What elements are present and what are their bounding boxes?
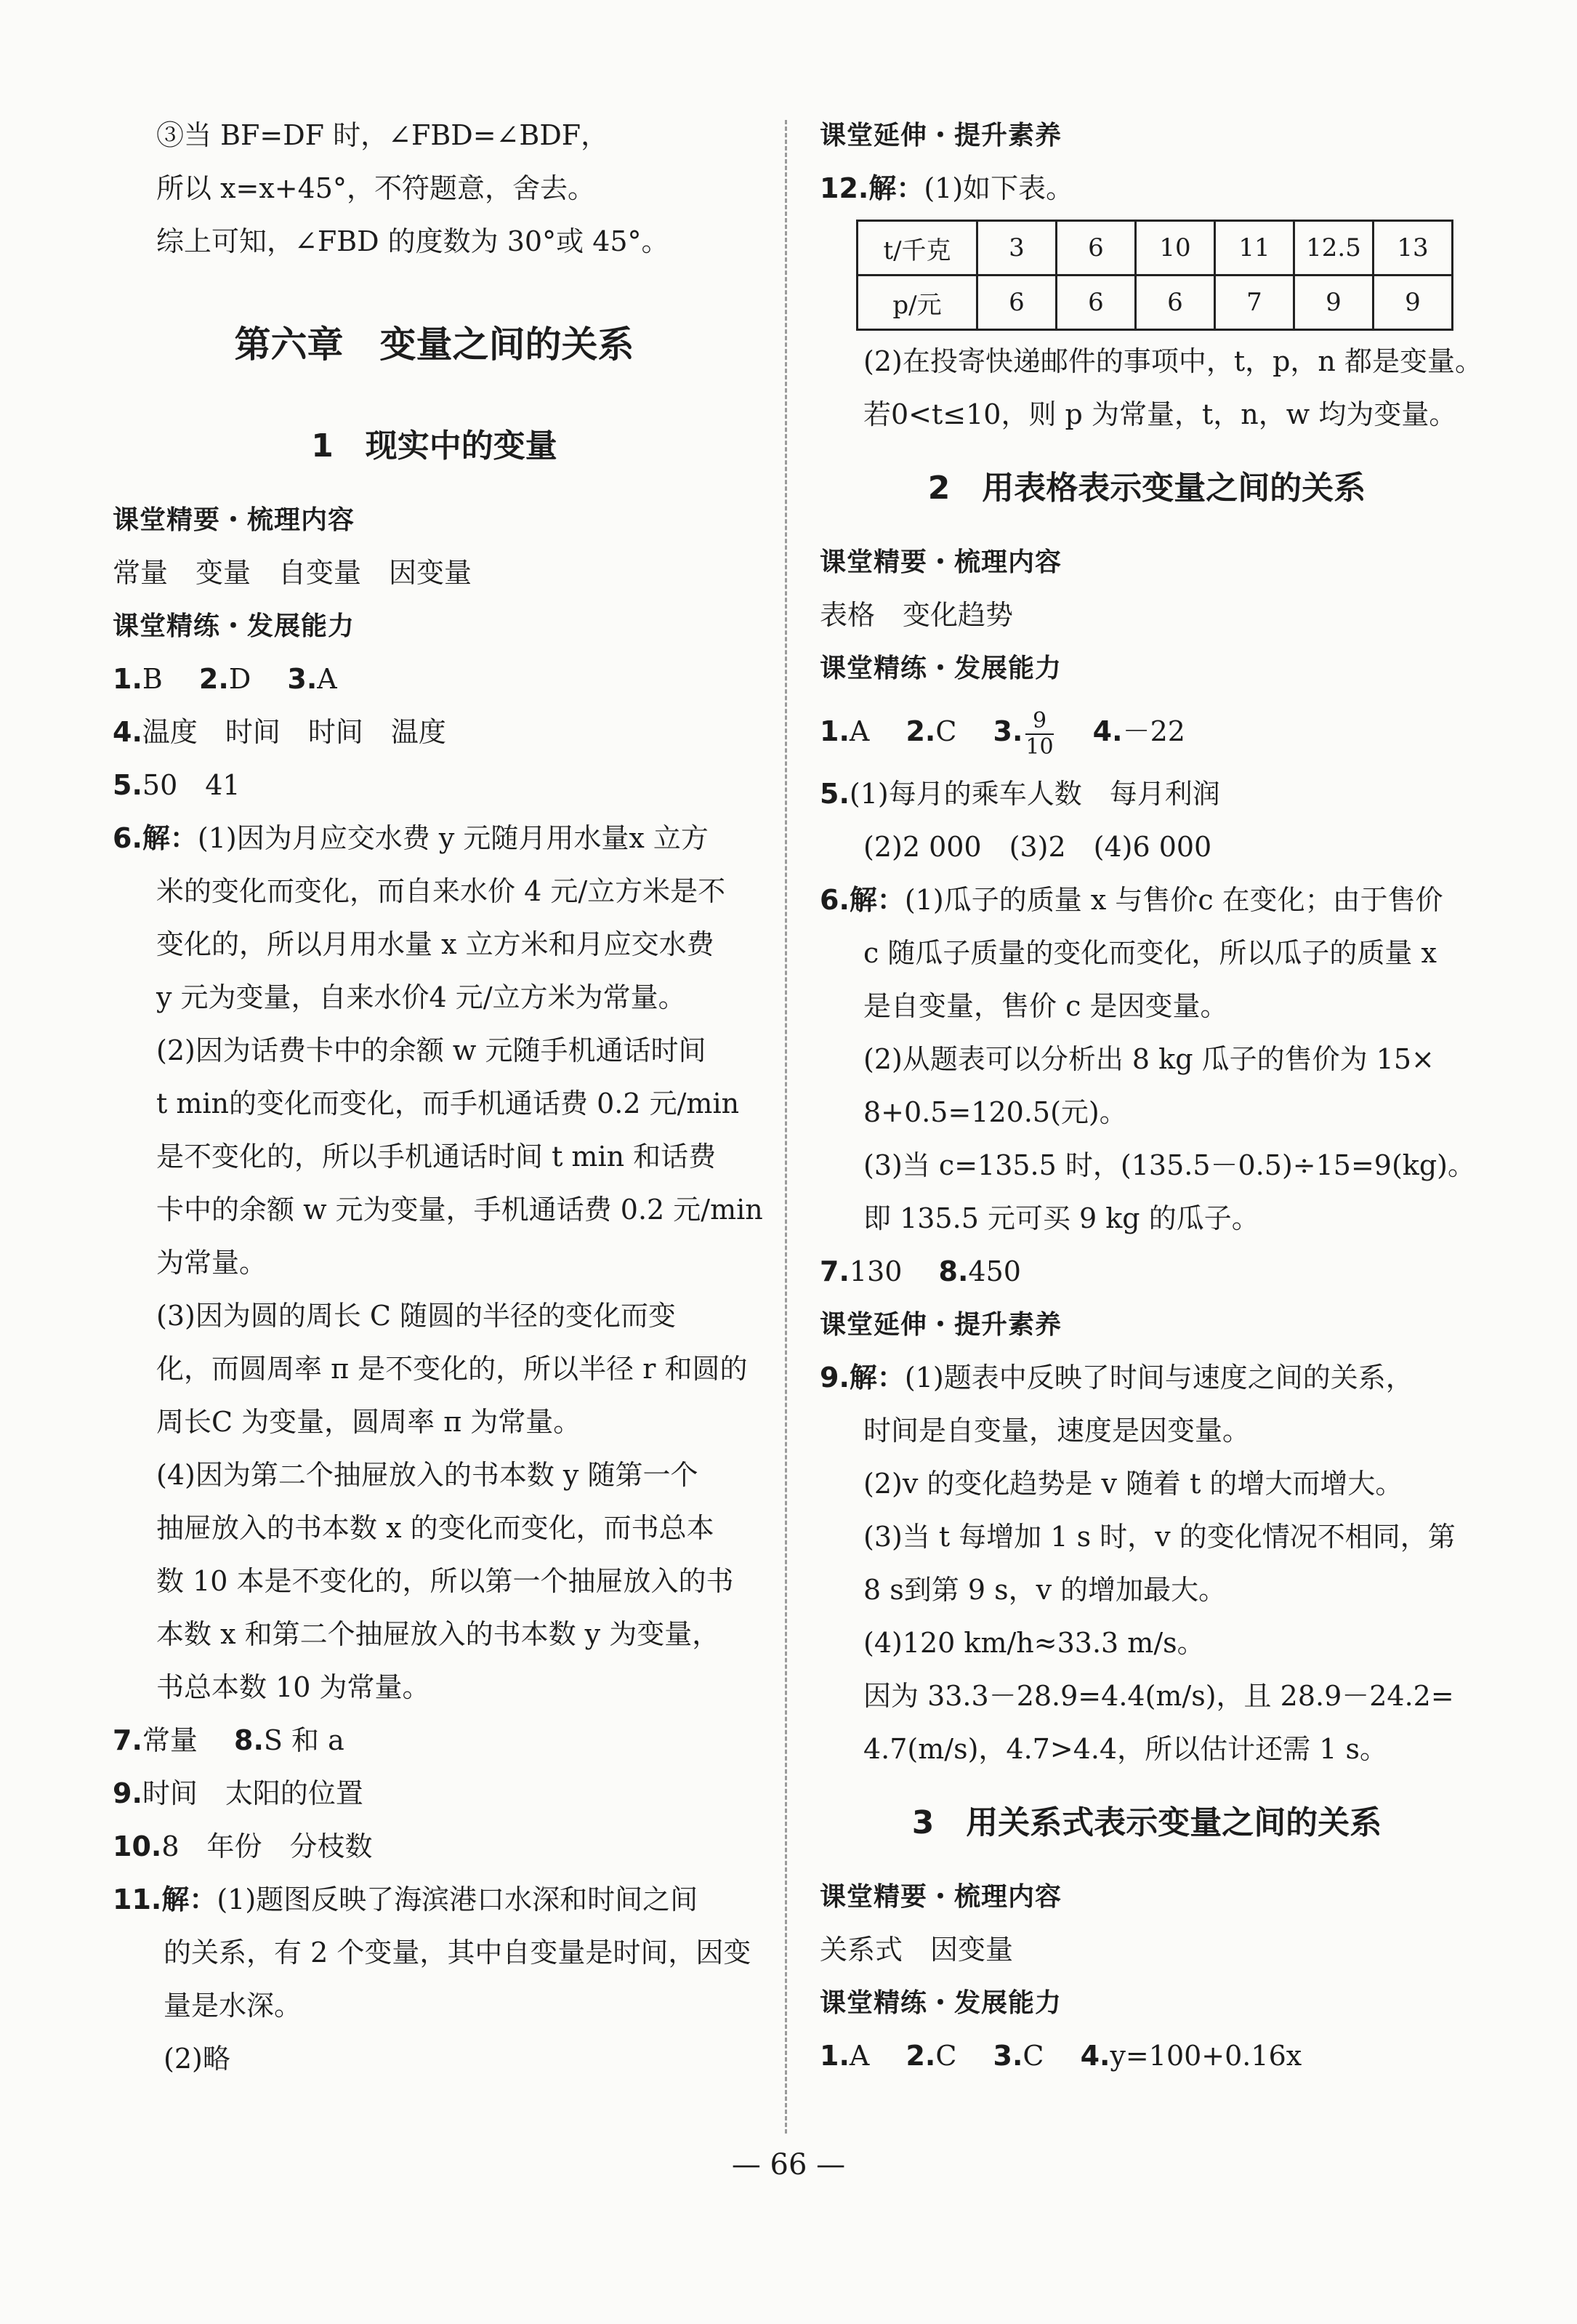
fraction [1025, 709, 1053, 760]
chapter-title: 第六章 变量之间的关系 [234, 323, 634, 366]
answer-text: (1)题图反映了海滨港口水深和时间之间 [217, 1883, 698, 1915]
answer-line: (3)当 c=135.5 时，(135.5－0.5)÷15=9(kg)。 [863, 1149, 1475, 1181]
right-column [820, 109, 1483, 2083]
answer-line: 量是水深。 [164, 1990, 302, 2022]
table-cell: 6 [1136, 276, 1215, 330]
answer-line: (4)120 km/h≈33.3 m/s。 [863, 1627, 1205, 1659]
answer-line [113, 759, 756, 812]
answer-text: (1)因为月应交水费 y 元随月用水量x 立方 [197, 822, 709, 854]
answer-line: (2)在投寄快递邮件的事项中，t，p，n 都是变量。 [863, 345, 1483, 377]
question-number: 1. [820, 2040, 850, 2072]
answer-line: 卡中的余额 w 元为变量，手机通话费 0.2 元/min [156, 1194, 763, 1226]
answer-line: y 元为变量，自来水价4 元/立方米为常量。 [156, 981, 686, 1013]
question-number: 4. [113, 716, 142, 748]
table-cell: 9 [1374, 276, 1453, 330]
answer-text: A [849, 715, 898, 747]
table-cell: 11 [1215, 221, 1294, 276]
intro-line: 综上可知，∠FBD 的度数为 30°或 45°。 [156, 225, 669, 257]
answer-line: t min的变化而变化，而手机通话费 0.2 元/min [156, 1087, 740, 1119]
section-title: 3 用关系式表示变量之间的关系 [911, 1804, 1382, 1841]
table-row [858, 276, 1453, 330]
answer-line: 米的变化而变化，而自来水价 4 元/立方米是不 [156, 875, 726, 907]
question-number: 10. [113, 1830, 162, 1862]
answer-line: 为常量。 [156, 1247, 267, 1279]
table-header-cell: p/元 [858, 276, 977, 330]
answer-text: 8 年份 分枝数 [161, 1830, 373, 1862]
page-number: — 66 — [731, 2148, 846, 2182]
answer-line [113, 1714, 756, 1767]
answer-line: (2)从题表可以分析出 8 kg 瓜子的售价为 15× [863, 1043, 1435, 1075]
answer-text: 时间 太阳的位置 [142, 1777, 363, 1809]
table-cell: 6 [1057, 221, 1136, 276]
question-number: 8. [234, 1724, 264, 1756]
answer-text: 450 [968, 1255, 1021, 1287]
fraction-denominator: 10 [1025, 733, 1054, 760]
subsection-heading: 课堂延伸・提升素养 [820, 1310, 1062, 1340]
answer-line: (2)2 000 (3)2 (4)6 000 [863, 831, 1212, 863]
answer-line: 因为 33.3－28.9=4.4(m/s)，且 28.9－24.2= [863, 1680, 1454, 1712]
answer-line: 若0<t≤10，则 p 为常量，t，n，w 均为变量。 [863, 398, 1457, 430]
section-title: 2 用表格表示变量之间的关系 [927, 470, 1366, 507]
data-table [856, 220, 1453, 331]
answer-text: (1)每月的乘车人数 每月利润 [849, 778, 1220, 810]
subsection-heading: 课堂精要・梳理内容 [820, 1882, 1062, 1912]
question-number: 9. [820, 1362, 850, 1394]
subsection-heading: 课堂精要・梳理内容 [113, 505, 355, 535]
answer-line: 是不变化的，所以手机通话时间 t min 和话费 [156, 1141, 717, 1173]
answer-line: 数 10 本是不变化的，所以第一个抽屉放入的书 [156, 1565, 734, 1597]
answer-text: (1)瓜子的质量 x 与售价c 在变化；由于售价 [904, 884, 1443, 916]
solution-label: 解： [161, 1883, 217, 1915]
answer-text: 温度 时间 时间 温度 [142, 716, 446, 748]
answer-text: 50 41 [142, 769, 241, 801]
table-cell: 6 [1057, 276, 1136, 330]
question-number: 6. [820, 884, 850, 916]
answer-line: (2)因为话费卡中的余额 w 元随手机通话时间 [156, 1034, 706, 1066]
question-number: 2. [906, 2040, 936, 2072]
question-number: 5. [113, 769, 142, 801]
question-number: 1. [820, 715, 850, 747]
answer-text: 常量 [142, 1724, 225, 1756]
question-number: 12. [820, 172, 869, 204]
table-cell: 13 [1374, 221, 1453, 276]
answer-text: A [317, 663, 337, 695]
answer-text: D [228, 663, 279, 695]
answer-text: C [935, 2040, 985, 2072]
fraction-numerator: 9 [1025, 709, 1053, 735]
answer-line [113, 706, 756, 759]
answer-text: C [935, 715, 985, 747]
answer-line: 书总本数 10 为常量。 [156, 1671, 430, 1703]
table-cell: 3 [977, 221, 1057, 276]
answer-line: 周长C 为变量，圆周率 π 为常量。 [156, 1406, 581, 1438]
answer-text: (1)题表中反映了时间与速度之间的关系， [904, 1362, 1413, 1394]
question-number: 4. [1080, 2040, 1110, 2072]
answer-line: (2)v 的变化趋势是 v 随着 t 的增大而增大。 [863, 1468, 1403, 1500]
question-number: 8. [938, 1255, 969, 1287]
answer-line: c 随瓜子质量的变化而变化，所以瓜子的质量 x [863, 937, 1437, 969]
answer-line: 时间是自变量，速度是因变量。 [863, 1415, 1251, 1447]
answer-line: (4)因为第二个抽屉放入的书本数 y 随第一个 [156, 1459, 698, 1491]
answer-line: 本数 x 和第二个抽屉放入的书本数 y 为变量， [156, 1618, 720, 1650]
subsection-heading: 课堂精练・发展能力 [820, 1988, 1062, 2018]
answer-line [113, 1873, 756, 1926]
answer-line: 变化的，所以月用水量 x 立方米和月应交水费 [156, 928, 714, 960]
question-number: 3. [287, 663, 318, 695]
answer-line [820, 2030, 1474, 2083]
subsection-heading: 课堂精练・发展能力 [113, 611, 355, 641]
subsection-heading: 课堂精要・梳理内容 [820, 547, 1062, 577]
answer-line: (3)当 t 每增加 1 s 时，v 的变化情况不相同，第 [863, 1521, 1456, 1553]
solution-label: 解： [142, 822, 198, 854]
answer-line [113, 1820, 756, 1873]
question-number: 5. [820, 778, 850, 810]
answer-text: －22 [1122, 715, 1185, 747]
table-cell: 12.5 [1294, 221, 1374, 276]
answer-content: 表格 变化趋势 [820, 599, 1014, 631]
answer-line: 8+0.5=120.5(元)。 [863, 1096, 1127, 1128]
question-number: 7. [113, 1724, 142, 1756]
answer-line [820, 1351, 1474, 1404]
answer-line [820, 695, 1474, 768]
answer-line: 的关系，有 2 个变量，其中自变量是时间，因变 [164, 1937, 751, 1969]
intro-line: ③当 BF=DF 时，∠FBD=∠BDF， [156, 119, 609, 151]
question-number: 4. [1092, 715, 1123, 747]
answer-content: 关系式 因变量 [820, 1934, 1014, 1966]
table-cell: 7 [1215, 276, 1294, 330]
answer-line: 抽屉放入的书本数 x 的变化而变化，而书总本 [156, 1512, 714, 1544]
table-header-cell: t/千克 [858, 221, 977, 276]
question-number: 2. [198, 663, 229, 695]
answer-line [820, 768, 1474, 821]
subsection-heading: 课堂精练・发展能力 [820, 654, 1062, 683]
answer-line: (3)因为圆的周长 C 随圆的半径的变化而变 [156, 1300, 677, 1332]
intro-line: 所以 x=x+45°，不符题意，舍去。 [156, 172, 595, 204]
answer-line [113, 653, 756, 706]
question-number: 1. [113, 663, 142, 695]
question-number: 3. [993, 2040, 1023, 2072]
question-number: 6. [113, 822, 142, 854]
solution-label: 解： [849, 1362, 905, 1394]
section-title: 1 现实中的变量 [311, 427, 557, 465]
answer-line [820, 874, 1474, 927]
answer-content: 常量 变量 自变量 因变量 [113, 557, 472, 589]
solution-label: 解： [849, 884, 905, 916]
solution-label: 解： [868, 172, 924, 204]
answer-text: 130 [849, 1255, 930, 1287]
question-number: 7. [820, 1255, 850, 1287]
question-number: 9. [113, 1777, 142, 1809]
answer-line [113, 812, 756, 865]
answer-line [113, 1767, 756, 1820]
answer-text: y=100+0.16x [1110, 2040, 1302, 2072]
table-cell: 10 [1136, 221, 1215, 276]
answer-line: 8 s到第 9 s，v 的增加最大。 [863, 1574, 1227, 1606]
answer-line: 化，而圆周率 π 是不变化的，所以半径 r 和圆的 [156, 1353, 748, 1385]
answer-text: B [142, 663, 190, 695]
question-number: 3. [993, 715, 1023, 747]
answer-text: S 和 a [263, 1724, 344, 1756]
answer-line: 是自变量，售价 c 是因变量。 [863, 990, 1228, 1022]
answer-line [820, 1245, 1474, 1298]
subsection-heading: 课堂延伸・提升素养 [820, 121, 1062, 150]
table-cell: 6 [977, 276, 1057, 330]
question-number: 2. [906, 715, 936, 747]
column-divider [785, 120, 787, 2134]
answer-line: 4.7(m/s)，4.7>4.4，所以估计还需 1 s。 [863, 1733, 1387, 1765]
answer-line [820, 162, 1474, 215]
question-number: 11. [113, 1883, 162, 1915]
answer-line: 即 135.5 元可买 9 kg 的瓜子。 [863, 1202, 1259, 1234]
answer-text: (1)如下表。 [924, 172, 1074, 204]
left-column [113, 109, 763, 2086]
answer-text: C [1023, 2040, 1072, 2072]
table-row [858, 221, 1453, 276]
answer-line: (2)略 [164, 2043, 230, 2075]
table-cell: 9 [1294, 276, 1374, 330]
answer-text: A [849, 2040, 898, 2072]
